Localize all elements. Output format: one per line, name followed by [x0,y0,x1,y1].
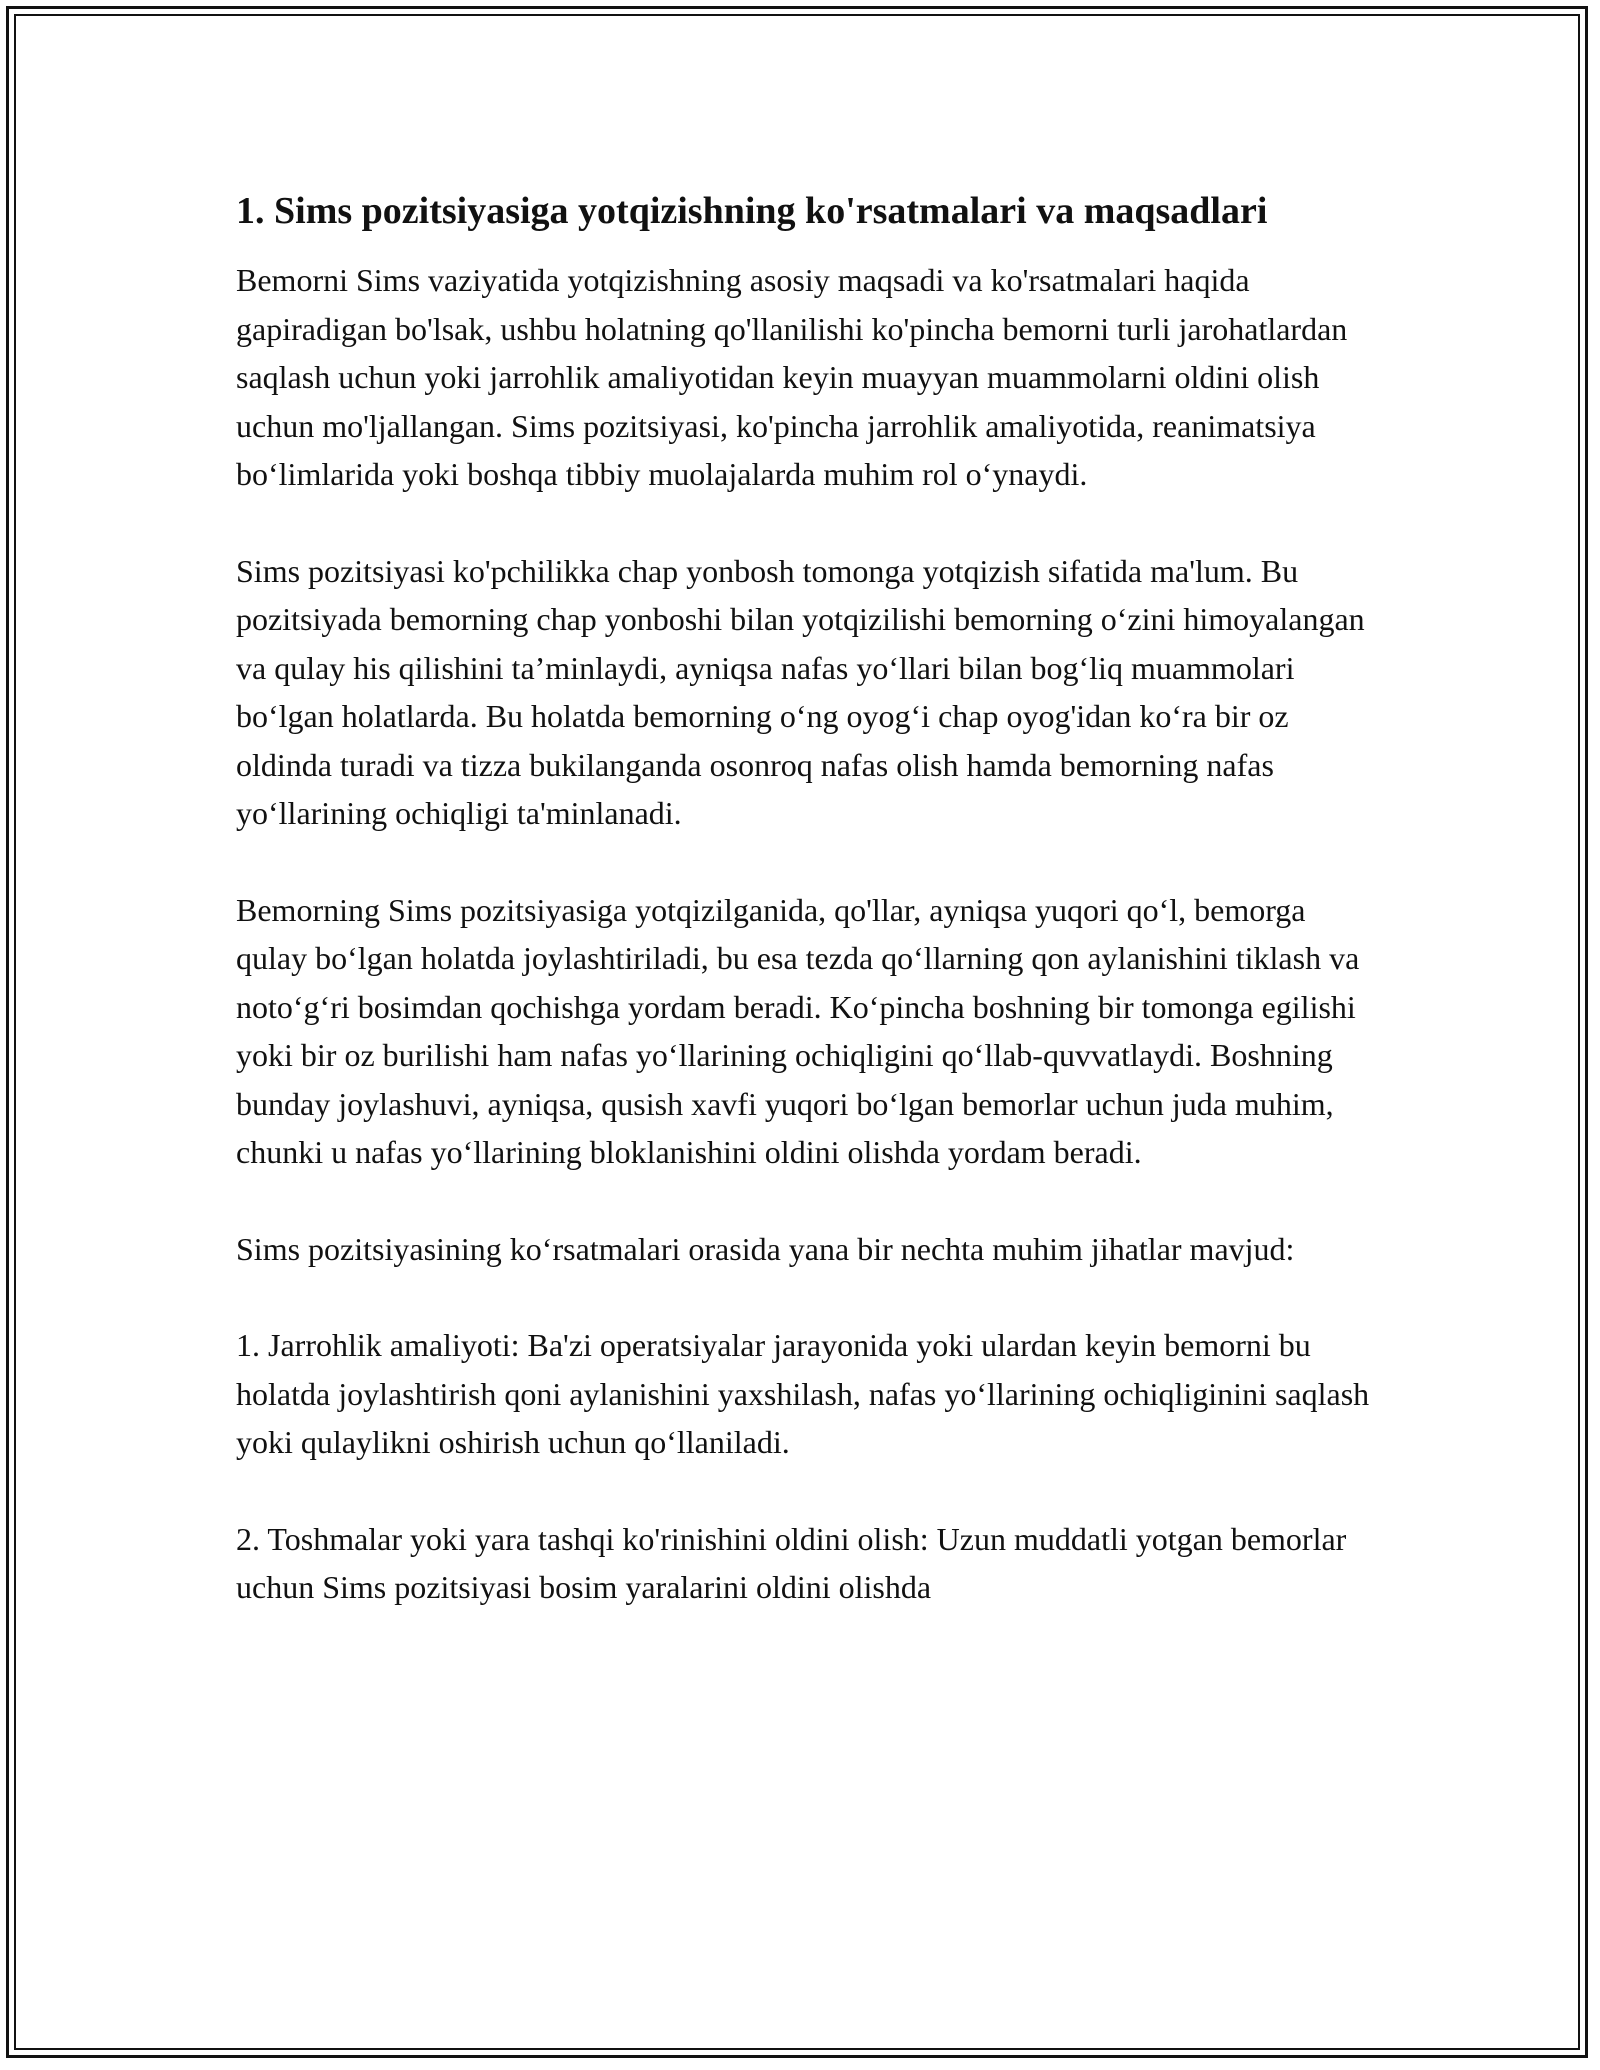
document-body [236,186,1376,1660]
list-item-surgery: 1. Jarrohlik amaliyoti: Ba'zi operatsiyalar jarayonida yoki ulardan keyin bemorni bu holatda joylashtirish qoni aylanishini yaxshilash, nafas yo‘llarining ochiqliginini saqlash yoki qulaylikni oshirish uchun qo‘llaniladi. [236,1327,1370,1460]
paragraph-indications-intro: Sims pozitsiyasining ko‘rsatmalari orasida yana bir nechta muhim jihatlar mavjud: [236,1230,1295,1267]
paragraph-purpose: Bemorni Sims vaziyatida yotqizishning asosiy maqsadi va ko'rsatmalari haqida gapiradigan bo'lsak, ushbu holatning qo'llanilishi ko'pincha bemorni turli jarohatlardan saqlash uchun yoki jarrohlik amaliyotidan keyin muayyan muammolarni oldini olish uchun mo'ljallangan. Sims pozitsiyasi, ko'pincha jarrohlik amaliyotida, reanimatsiya bo‘limlarida yoki boshqa tibbiy muolajalarda muhim rol o‘ynaydi. [236,262,1348,492]
paragraph-arms-head-placement: Bemorning Sims pozitsiyasiga yotqizilganida, qo'llar, ayniqsa yuqori qo‘l, bemorga qulay bo‘lgan holatda joylashtiriladi, bu esa tezda qo‘llarning qon aylanishini tiklash va noto‘g‘ri bosimdan qochishga yordam beradi. Ko‘pincha boshning bir tomonga egilishi yoki bir oz burilishi ham nafas yo‘llarining ochiqligini qo‘llab-quvvatlaydi. Boshning bunday joylashuvi, ayniqsa, qusish xavfi yuqori bo‘lgan bemorlar uchun juda muhim, chunki u nafas yo‘llarining bloklanishini oldini olishda yordam beradi. [236,891,1360,1170]
paragraph-left-side-position: Sims pozitsiyasi ko'pchilikka chap yonbosh tomonga yotqizish sifatida ma'lum. Bu pozitsiyada bemorning chap yonboshi bilan yotqizilishi bemorning o‘zini himoyalangan va qulay his qilishini ta’minlaydi, ayniqsa nafas yo‘llari bilan bog‘liq muammolari bo‘lgan holatlarda. Bu holatda bemorning o‘ng oyog‘i chap oyog'idan ko‘ra bir oz oldinda turadi va tizza bukilanganda osonroq nafas olish hamda bemorning nafas yo‘llarining ochiqligi ta'minlanadi. [236,552,1365,831]
list-item-pressure-sores: 2. Toshmalar yoki yara tashqi ko'rinishini oldini olish: Uzun muddatli yotgan bemorlar uchun Sims pozitsiyasi bosim yaralarini oldini olishda [236,1520,1347,1605]
section-heading: 1. Sims pozitsiyasiga yotqizishning ko'rsatmalari va maqsadlari [236,190,1268,232]
